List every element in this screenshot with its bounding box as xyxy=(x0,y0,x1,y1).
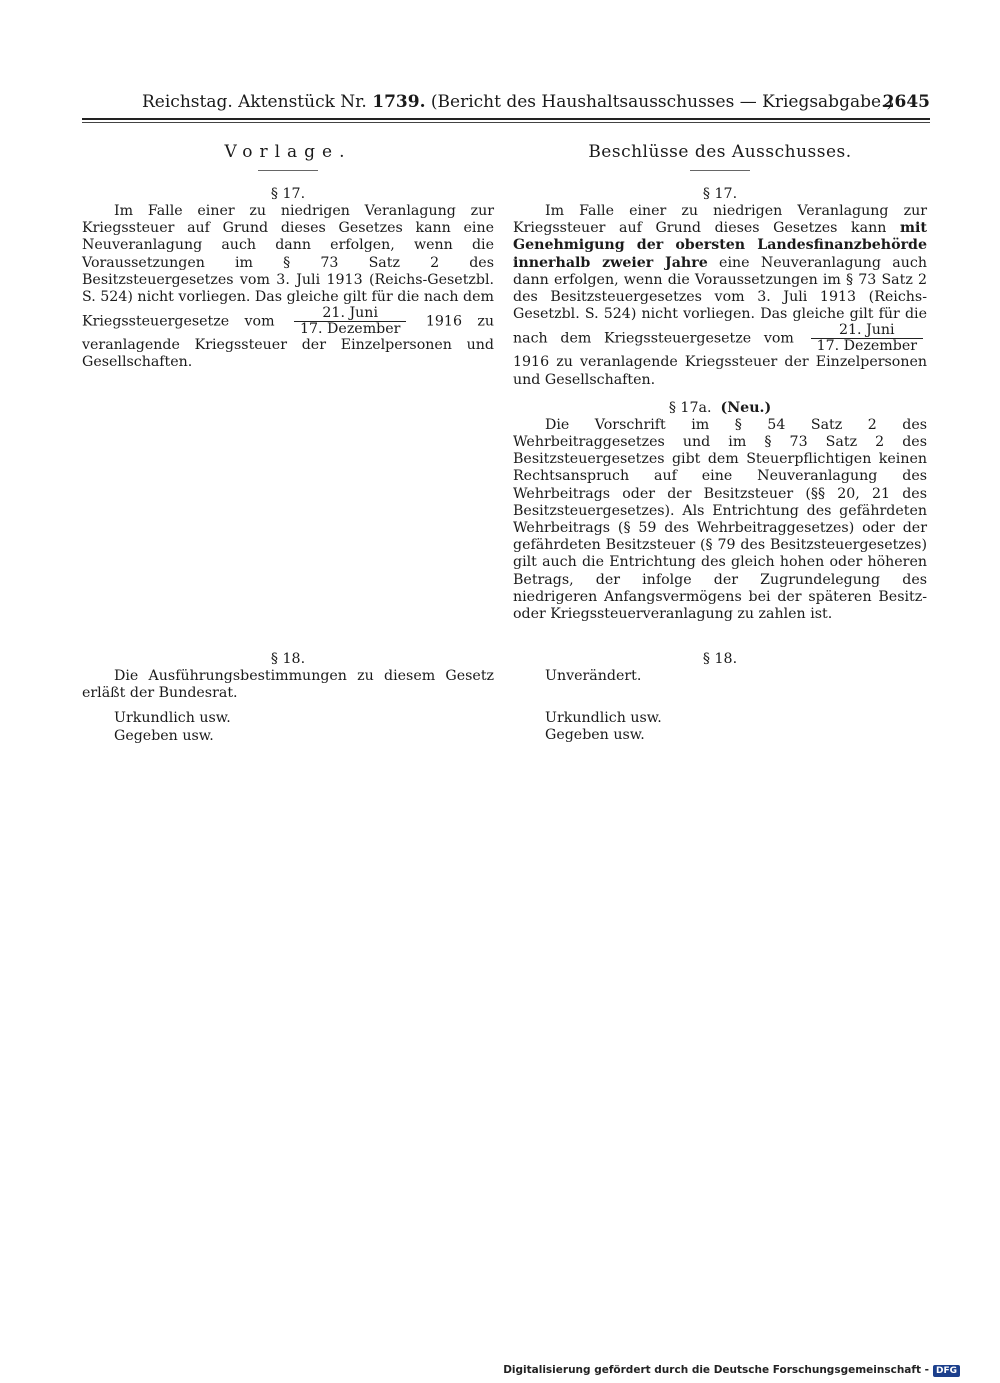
right-frac-den: 17. Dezember xyxy=(816,338,918,355)
header-prefix: Reichstag. Aktenstück Nr. xyxy=(142,92,367,112)
left-date-fraction xyxy=(294,306,406,337)
header-rule-thin xyxy=(82,122,930,123)
left-s17-text-a: Im Falle einer zu niedrigen Veranlagung zur Kriegssteuer auf Grund dieses Gesetzes kann eine Neuveranlagung auch dann erfolgen, wenn die Voraussetzungen im § 73 Satz 2 des Besitzsteuergesetzes vom 3. Juli 1913 (Reichs-Gesetzbl. S. 524) nicht vorliegen. Das gleiche gilt für die nach dem Kriegssteuergesetze vom xyxy=(82,203,494,330)
left-s18-paragraph xyxy=(82,668,494,702)
header-rule xyxy=(82,118,930,120)
header-title xyxy=(142,88,893,116)
left-s18-text: Die Ausführungsbestimmungen zu diesem Gesetz erläßt der Bundesrat. xyxy=(82,668,494,702)
right-frac-num: 21. Juni xyxy=(811,323,923,339)
page-number: 2645 xyxy=(882,92,930,112)
left-closing-2: Gegeben usw. xyxy=(114,727,214,744)
right-s18-heading: § 18. xyxy=(702,651,738,667)
left-frac-num: 21. Juni xyxy=(294,306,406,322)
right-column xyxy=(513,140,927,623)
right-s17-heading: § 17. xyxy=(702,186,738,202)
right-date-fraction xyxy=(811,323,923,354)
left-frac-den: 17. Dezember xyxy=(299,321,401,338)
right-s17-text-a: Im Falle einer zu niedrigen Veranlagung zur Kriegssteuer auf Grund dieses Gesetzes kann xyxy=(513,203,927,237)
right-title-rule xyxy=(690,170,750,171)
right-column-title: Beschlüsse des Ausschusses. xyxy=(588,142,852,162)
header-subject: (Bericht des Haushaltsausschusses — Kriegsabgabe.) xyxy=(430,92,894,112)
right-s17a-number: § 17a. xyxy=(668,399,712,416)
right-s17a-paragraph xyxy=(513,417,927,623)
left-column xyxy=(82,140,494,372)
right-closing-1: Urkundlich usw. xyxy=(545,710,662,727)
right-s18-block xyxy=(513,650,927,745)
left-s17-text-b: 1916 zu veranlagende Kriegssteuer der Einzelpersonen und Gesellschaften. xyxy=(82,313,495,371)
right-s18-text: Unverändert. xyxy=(545,668,642,684)
left-column-title: Vorlage. xyxy=(224,142,352,162)
right-s17-bold-insertion: mit Genehmigung der obersten Landesfinanzbehörde innerhalb zweier Jahre xyxy=(513,220,927,271)
dfg-logo: DFG xyxy=(933,1365,960,1377)
left-closing-1: Urkundlich usw. xyxy=(114,710,231,727)
left-s18-block xyxy=(82,650,494,745)
digitization-footer xyxy=(503,1363,960,1377)
right-s17-text-c: 1916 zu veranlagende Kriegssteuer der Einzelpersonen und Gesellschaften. xyxy=(513,354,927,388)
right-s17a-text: Die Vorschrift im § 54 Satz 2 des Wehrbeitraggesetzes und im § 73 Satz 2 des Besitzsteuergesetzes gibt dem Steuerpflichtigen keinen Rechtsanspruch auf eine Neuveranlagung des Wehrbeitrags oder der Besitzsteuer (§§ 20, 21 des Besitzsteuergesetzes). Als Entrichtung des gefährdeten Wehrbeitrags (§ 59 des Wehrbeitraggesetzes) oder der gefährdeten Besitzsteuer (§ 79 des Besitzsteuergesetzes) gilt auch die Entrichtung des gleich hohen oder höheren Betrags, der infolge der Zugrundelegung des niedrigeren Anfangsvermögens bei der späteren Besitz- oder Kriegssteuerveranlagung zu zahlen ist. xyxy=(513,416,927,623)
right-s17-paragraph xyxy=(513,203,927,389)
right-closing-2: Gegeben usw. xyxy=(545,727,645,744)
running-header xyxy=(82,88,930,116)
left-s17-heading: § 17. xyxy=(270,186,306,202)
left-title-rule xyxy=(258,170,318,171)
footer-text: Digitalisierung gefördert durch die Deutsche Forschungsgemeinschaft - xyxy=(503,1364,929,1376)
right-s17-text-b: eine Neuveranlagung auch dann erfolgen, wenn die Voraussetzungen im § 73 Satz 2 des Besitzsteuergesetzes vom 3. Juli 1913 (Reichs-Gesetzbl. S. 524) nicht vorliegen. Das gleiche gilt für die nach dem Kriegssteuergesetze vom xyxy=(513,254,927,347)
header-doc-number: 1739. xyxy=(372,92,426,112)
left-s18-heading: § 18. xyxy=(270,651,306,667)
right-s17a-new-marker: (Neu.) xyxy=(720,399,772,416)
left-s17-paragraph xyxy=(82,203,494,372)
right-s17a-heading xyxy=(513,399,927,417)
